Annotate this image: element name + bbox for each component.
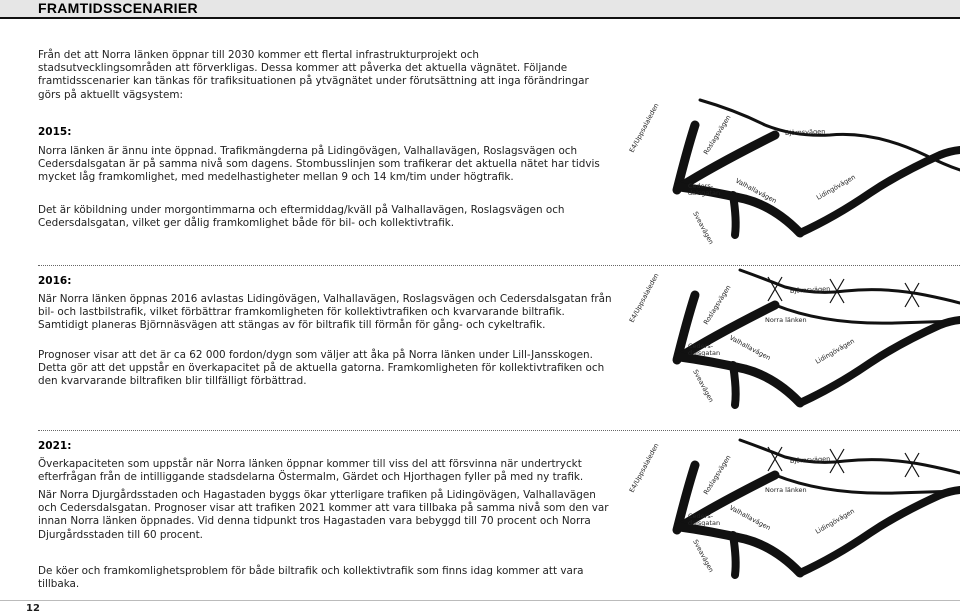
label-norra-lanken: Norra länken [765,316,807,324]
label-norra-lanken: Norra länken [765,486,807,494]
label-ceders-1: Ceders- [688,182,714,190]
label-bjornsvagen: Björnsvägen [784,127,826,137]
label-sveavagen: Sveavägen [691,538,716,574]
label-sveavagen: Sveavägen [691,368,716,404]
label-e4: E4/Uppsalaleden [627,441,661,494]
label-roslagsvagen: Roslagsvägen [701,453,733,497]
page-title: FRAMTIDSSCENARIER [38,0,198,16]
section-2015-paragraph-1: Norra länken är ännu inte öppnad. Trafikmängderna på Lidingövägen, Valhallavägen, Roslagsvägen och Cedersdalsgatan är på samma nivå som dagens. Stombusslinjen som trafikerar det aktuella nätet har tidvis mycket låg framkomlighet, med medelhastigheter mellan 9 och 14 km/tim under högtrafik. [38,145,600,184]
label-ceders-2: dalsgatan [688,189,721,197]
label-valhallavagen: Valhallavägen [734,176,779,206]
year-heading-2015: 2015: [38,126,72,138]
section-2021-paragraph-2: När Norra Djurgårdsstaden och Hagastaden byggs ökar ytterligare trafiken på Lidingövägen, Valhallavägen och Cedersdalsgatan. Prognoser visar att trafiken 2021 kommer att vara tillbaka på samma nivå som den var innan Norra länken öppnades. Vid denna tidpunkt tros Hagastaden vara bebyggd till 70 procent och Norra Djurgårdsstaden till 60 procent. [38,489,609,541]
header-rule [0,17,960,19]
label-sveavagen: Sveavägen [691,210,716,246]
section-2015-paragraph-2: Det är köbildning under morgontimmarna och eftermiddag/kväll på Valhallavägen, Roslagsvägen och Cedersdalsgatan, vilket ger dålig framkomlighet både för bil- och kollektivtrafik. [38,204,565,230]
label-valhallavagen: Valhallavägen [728,333,773,363]
year-heading-2016: 2016: [38,275,72,287]
section-2021-paragraph-1: Överkapaciteten som uppstår när Norra länken öppnar kommer till viss del att försvinna när undertryckt efterfrågan från de intilliggande stadsdelarna Östermalm, Gärdet och Hjorthagen fyller på med ny trafik. [38,458,584,484]
label-ceders-2: dalsgatan [688,349,721,357]
label-e4: E4/Uppsalaleden [627,271,661,324]
section-2021-paragraph-3: De köer och framkomlighetsproblem för både biltrafik och kollektivtrafik som finns idag kommer att vara tillbaka. [38,565,584,591]
road-map-2015 [625,95,960,255]
intro-paragraph: Från det att Norra länken öppnar till 2030 kommer ett flertal infrastrukturprojekt och stadsutvecklingsområden att förverkligas. Dessa kommer att påverka det aktuella vägnätet. Följande framtidsscenarier kan tänkas för trafiksituationen på ytvägnätet under förutsättning att inga förändringar görs på aktuellt vägsystem: [38,49,589,101]
label-ceders-1: Ceders- [688,512,714,520]
label-ceders-1: Ceders- [688,342,714,350]
page-number: 12 [26,603,40,614]
label-lidingovagen: Lidingövägen [814,506,856,536]
label-lidingovagen: Lidingövägen [814,336,856,366]
label-bjornsvagen: Björnsvägen [789,454,831,465]
section-separator [38,430,960,431]
sveavagen-road [733,195,736,235]
label-e4: E4/Uppsalaleden [627,101,661,154]
year-heading-2021: 2021: [38,440,72,452]
road-map-2021 [625,435,960,595]
sveavagen-road [733,535,736,575]
label-ceders-2: dalsgatan [688,519,721,527]
sveavagen-road [733,365,736,405]
footer-rule [0,600,960,601]
road-map-2016 [625,265,960,425]
label-roslagsvagen: Roslagsvägen [701,283,733,327]
label-bjornsvagen: Björnsvägen [789,284,831,295]
section-2016-paragraph-2: Prognoser visar att det är ca 62 000 fordon/dygn som väljer att åka på Norra länken under Lill-Jansskogen. Detta gör att det uppstår en överkapacitet på de aktuella gatorna. Framkomligheten för kollektivtrafiken och den kvarvarande biltrafiken blir tillfälligt förbättrad. [38,349,605,388]
label-valhallavagen: Valhallavägen [728,503,773,533]
label-lidingovagen: Lidingövägen [815,172,857,202]
section-2016-paragraph-1: När Norra länken öppnas 2016 avlastas Lidingövägen, Valhallavägen, Roslagsvägen och Cedersdalsgatan från bil- och lastbilstrafik, vilket förbättrar framkomligheten för kollektivtrafiken och kvarvarande biltrafik. Samtidigt planeras Björnnäsvägen att stängas av för biltrafik till förmån för gång- och cykeltrafik. [38,293,612,332]
label-roslagsvagen: Roslagsvägen [701,113,733,157]
